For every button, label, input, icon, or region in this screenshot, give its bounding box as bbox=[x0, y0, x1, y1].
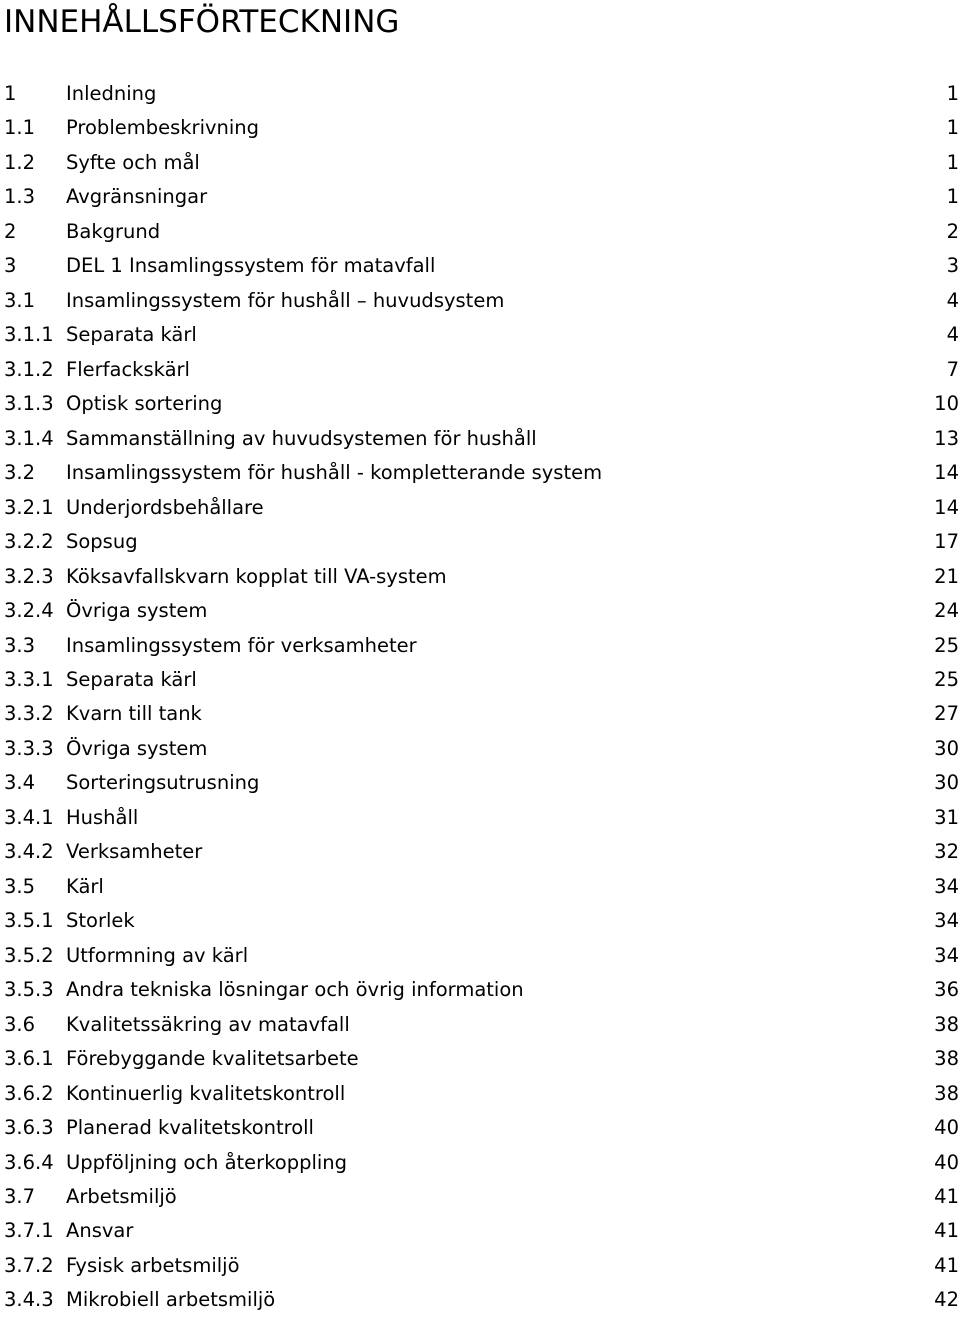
toc-entry-title[interactable]: Ansvar bbox=[66, 1219, 134, 1243]
toc-entry-page: 24 bbox=[934, 599, 959, 623]
toc-entry-number: 3.5.2 bbox=[4, 943, 54, 967]
toc-entry-page: 14 bbox=[934, 461, 959, 485]
toc-entry-page: 1 bbox=[946, 185, 959, 209]
toc-entry-page: 34 bbox=[934, 943, 959, 967]
toc-entry-page: 42 bbox=[934, 1288, 959, 1312]
toc-entry-number: 3.6.3 bbox=[4, 1116, 54, 1140]
toc-entry-number: 3.1.1 bbox=[4, 323, 54, 347]
toc-entry-title[interactable]: Andra tekniska lösningar och övrig information bbox=[66, 978, 524, 1002]
toc-entry-title[interactable]: Mikrobiell arbetsmiljö bbox=[66, 1288, 276, 1312]
toc-entry-page: 3 bbox=[946, 254, 959, 278]
toc-entry[interactable] bbox=[0, 1077, 960, 1111]
toc-entry-page: 10 bbox=[934, 392, 959, 416]
toc-entry-title[interactable]: Utformning av kärl bbox=[66, 943, 249, 967]
toc-entry-number: 3.6 bbox=[4, 1012, 36, 1036]
toc-entry[interactable] bbox=[0, 77, 960, 111]
toc-entry-title[interactable]: Verksamheter bbox=[66, 840, 203, 864]
toc-entry-title[interactable]: Förebyggande kvalitetsarbete bbox=[66, 1047, 359, 1071]
toc-entry[interactable] bbox=[0, 629, 960, 663]
toc-entry-title[interactable]: Köksavfallskvarn kopplat till VA-system bbox=[66, 564, 447, 588]
toc-entry-page: 27 bbox=[934, 702, 959, 726]
toc-entry-page: 25 bbox=[934, 667, 959, 691]
toc-entry[interactable] bbox=[0, 1214, 960, 1248]
toc-entry-page: 17 bbox=[934, 530, 959, 554]
toc-entry-page: 38 bbox=[934, 1012, 959, 1036]
toc-entry-number: 3.1.4 bbox=[4, 426, 54, 450]
toc-entry-number: 3.2 bbox=[4, 461, 36, 485]
toc-entry-number: 3.1 bbox=[4, 288, 36, 312]
toc-entry-title[interactable]: Sammanställning av huvudsystemen för hushåll bbox=[66, 426, 537, 450]
toc-entry-title[interactable]: Uppföljning och återkoppling bbox=[66, 1150, 348, 1174]
toc-entry-title[interactable]: Arbetsmiljö bbox=[66, 1185, 177, 1208]
toc-entry-title[interactable]: Separata kärl bbox=[66, 323, 197, 347]
toc-entry-number: 3.3.3 bbox=[4, 736, 54, 760]
toc-entry[interactable] bbox=[0, 732, 960, 766]
toc-entry-page: 30 bbox=[934, 736, 959, 760]
toc-entry-number: 3.1.2 bbox=[4, 357, 54, 381]
toc-entry-number: 2 bbox=[4, 219, 17, 243]
toc-entry[interactable] bbox=[0, 835, 960, 869]
toc-entry-number: 3.7 bbox=[4, 1185, 36, 1208]
toc-entry-number: 3.4 bbox=[4, 771, 36, 795]
toc-entry[interactable] bbox=[0, 1111, 960, 1145]
toc-entry-number: 3.6.2 bbox=[4, 1081, 54, 1105]
toc-entry-title[interactable]: Sorteringsutrusning bbox=[66, 771, 260, 795]
toc-entry-number: 3.2.4 bbox=[4, 599, 54, 623]
toc-entry-page: 25 bbox=[934, 633, 959, 657]
toc-entry[interactable] bbox=[0, 663, 960, 697]
toc-entry-page: 38 bbox=[934, 1047, 959, 1071]
toc-entry-number: 3.7.2 bbox=[4, 1253, 54, 1277]
toc-entry-page: 4 bbox=[946, 323, 959, 347]
toc-entry[interactable] bbox=[0, 766, 960, 800]
toc-entry[interactable] bbox=[0, 111, 960, 145]
toc-entry-title[interactable]: Bakgrund bbox=[66, 219, 161, 243]
toc-entry-title[interactable]: Storlek bbox=[66, 909, 135, 933]
toc-entry[interactable] bbox=[0, 697, 960, 731]
toc-entry-title[interactable]: Insamlingssystem för verksamheter bbox=[66, 633, 417, 657]
toc-entry[interactable] bbox=[0, 491, 960, 525]
toc-entry-number: 3.6.4 bbox=[4, 1150, 54, 1174]
toc-entry-title[interactable]: DEL 1 Insamlingssystem för matavfall bbox=[66, 254, 436, 278]
toc-entry[interactable] bbox=[0, 1008, 960, 1042]
toc-entry-number: 3.3 bbox=[4, 633, 36, 657]
toc-entry-number: 3.4.1 bbox=[4, 805, 54, 829]
toc-entry-number: 3.7.1 bbox=[4, 1219, 54, 1243]
toc-entry-number: 3.1.3 bbox=[4, 392, 54, 416]
toc-entry[interactable] bbox=[0, 973, 960, 1007]
toc-entry-title[interactable]: Övriga system bbox=[66, 599, 208, 623]
toc-entry-number: 3.6.1 bbox=[4, 1047, 54, 1071]
toc-entry[interactable] bbox=[0, 939, 960, 973]
toc-entry-title[interactable]: Syfte och mål bbox=[66, 150, 200, 174]
page-title: INNEHÅLLSFÖRTECKNING bbox=[4, 4, 400, 40]
toc-entry[interactable] bbox=[0, 284, 960, 318]
toc-entry[interactable] bbox=[0, 456, 960, 490]
toc-entry-page: 31 bbox=[934, 805, 959, 829]
toc-entry-number: 1.1 bbox=[4, 116, 36, 140]
toc-entry[interactable] bbox=[0, 180, 960, 214]
toc-entry-number: 3.2.1 bbox=[4, 495, 54, 519]
toc-entry-page: 14 bbox=[934, 495, 959, 519]
toc-entry-title[interactable]: Sopsug bbox=[66, 530, 138, 554]
toc-entry-page: 1 bbox=[946, 116, 959, 140]
toc-entry-title[interactable]: Övriga system bbox=[66, 736, 208, 760]
toc-entry-number: 1 bbox=[4, 82, 17, 105]
toc-entry-page: 41 bbox=[934, 1219, 959, 1243]
toc-entry-title[interactable]: Kärl bbox=[66, 874, 104, 898]
toc-entry-number: 3.3.1 bbox=[4, 667, 54, 691]
toc-entry[interactable] bbox=[0, 1180, 960, 1214]
toc-entry-title[interactable]: Problembeskrivning bbox=[66, 116, 260, 140]
toc-entry-title[interactable]: Insamlingssystem för hushåll – huvudsystem bbox=[66, 288, 505, 312]
toc-entry-title[interactable]: Flerfackskärl bbox=[66, 357, 190, 381]
toc-entry-title[interactable]: Inledning bbox=[66, 82, 157, 105]
toc-entry-number: 3.5.1 bbox=[4, 909, 54, 933]
toc-entry-page: 7 bbox=[946, 357, 959, 381]
toc-entry-page: 40 bbox=[934, 1116, 959, 1140]
toc-entry-page: 38 bbox=[934, 1081, 959, 1105]
toc-entry[interactable] bbox=[0, 318, 960, 352]
toc-entry-title[interactable]: Optisk sortering bbox=[66, 392, 223, 416]
toc-entry-title[interactable]: Hushåll bbox=[66, 805, 139, 829]
toc-entry-title[interactable]: Planerad kvalitetskontroll bbox=[66, 1116, 314, 1140]
toc-entry-number: 3 bbox=[4, 254, 17, 278]
toc-entry[interactable] bbox=[0, 387, 960, 421]
toc-entry-page: 34 bbox=[934, 874, 959, 898]
toc-entry-number: 3.5.3 bbox=[4, 978, 54, 1002]
toc-entry[interactable] bbox=[0, 146, 960, 180]
toc-entry-number: 1.3 bbox=[4, 185, 36, 209]
toc-entry[interactable] bbox=[0, 353, 960, 387]
toc-entry-number: 3.2.2 bbox=[4, 530, 54, 554]
toc-entry-number: 1.2 bbox=[4, 150, 36, 174]
toc-entry-page: 40 bbox=[934, 1150, 959, 1174]
toc-entry-number: 3.4.3 bbox=[4, 1288, 54, 1312]
toc-entry-title[interactable]: Fysisk arbetsmiljö bbox=[66, 1253, 240, 1277]
toc-entry-page: 1 bbox=[946, 150, 959, 174]
toc-entry[interactable] bbox=[0, 594, 960, 628]
toc-entry-page: 30 bbox=[934, 771, 959, 795]
toc-entry-page: 36 bbox=[934, 978, 959, 1002]
toc-entry[interactable] bbox=[0, 904, 960, 938]
toc-entry-title[interactable]: Underjordsbehållare bbox=[66, 495, 264, 519]
toc-entry-number: 3.3.2 bbox=[4, 702, 54, 726]
toc-entry-page: 41 bbox=[934, 1253, 959, 1277]
toc-entry[interactable] bbox=[0, 1146, 960, 1180]
toc-entry[interactable] bbox=[0, 249, 960, 283]
toc-entry-page: 41 bbox=[934, 1185, 959, 1208]
toc-entry[interactable] bbox=[0, 870, 960, 904]
toc-entry[interactable] bbox=[0, 422, 960, 456]
toc-entry-title[interactable]: Separata kärl bbox=[66, 667, 197, 691]
toc-entry[interactable] bbox=[0, 215, 960, 249]
toc-entry-page: 34 bbox=[934, 909, 959, 933]
table-of-contents bbox=[0, 77, 960, 1318]
toc-entry-number: 3.5 bbox=[4, 874, 36, 898]
toc-entry-page: 2 bbox=[946, 219, 959, 243]
toc-entry-title[interactable]: Avgränsningar bbox=[66, 185, 208, 209]
toc-entry-page: 4 bbox=[946, 288, 959, 312]
toc-entry-title[interactable]: Kontinuerlig kvalitetskontroll bbox=[66, 1081, 346, 1105]
toc-entry-title[interactable]: Kvarn till tank bbox=[66, 702, 202, 726]
toc-entry-number: 3.2.3 bbox=[4, 564, 54, 588]
toc-entry[interactable] bbox=[0, 560, 960, 594]
toc-entry[interactable] bbox=[0, 1042, 960, 1076]
toc-entry[interactable] bbox=[0, 525, 960, 559]
toc-entry[interactable] bbox=[0, 1283, 960, 1317]
toc-entry[interactable] bbox=[0, 1249, 960, 1283]
toc-entry-number: 3.4.2 bbox=[4, 840, 54, 864]
toc-entry[interactable] bbox=[0, 801, 960, 835]
toc-entry-title[interactable]: Insamlingssystem för hushåll - kompletterande system bbox=[66, 461, 603, 485]
toc-entry-page: 1 bbox=[946, 82, 959, 105]
toc-entry-page: 13 bbox=[934, 426, 959, 450]
toc-entry-page: 32 bbox=[934, 840, 959, 864]
toc-entry-page: 21 bbox=[934, 564, 959, 588]
toc-entry-title[interactable]: Kvalitetssäkring av matavfall bbox=[66, 1012, 350, 1036]
